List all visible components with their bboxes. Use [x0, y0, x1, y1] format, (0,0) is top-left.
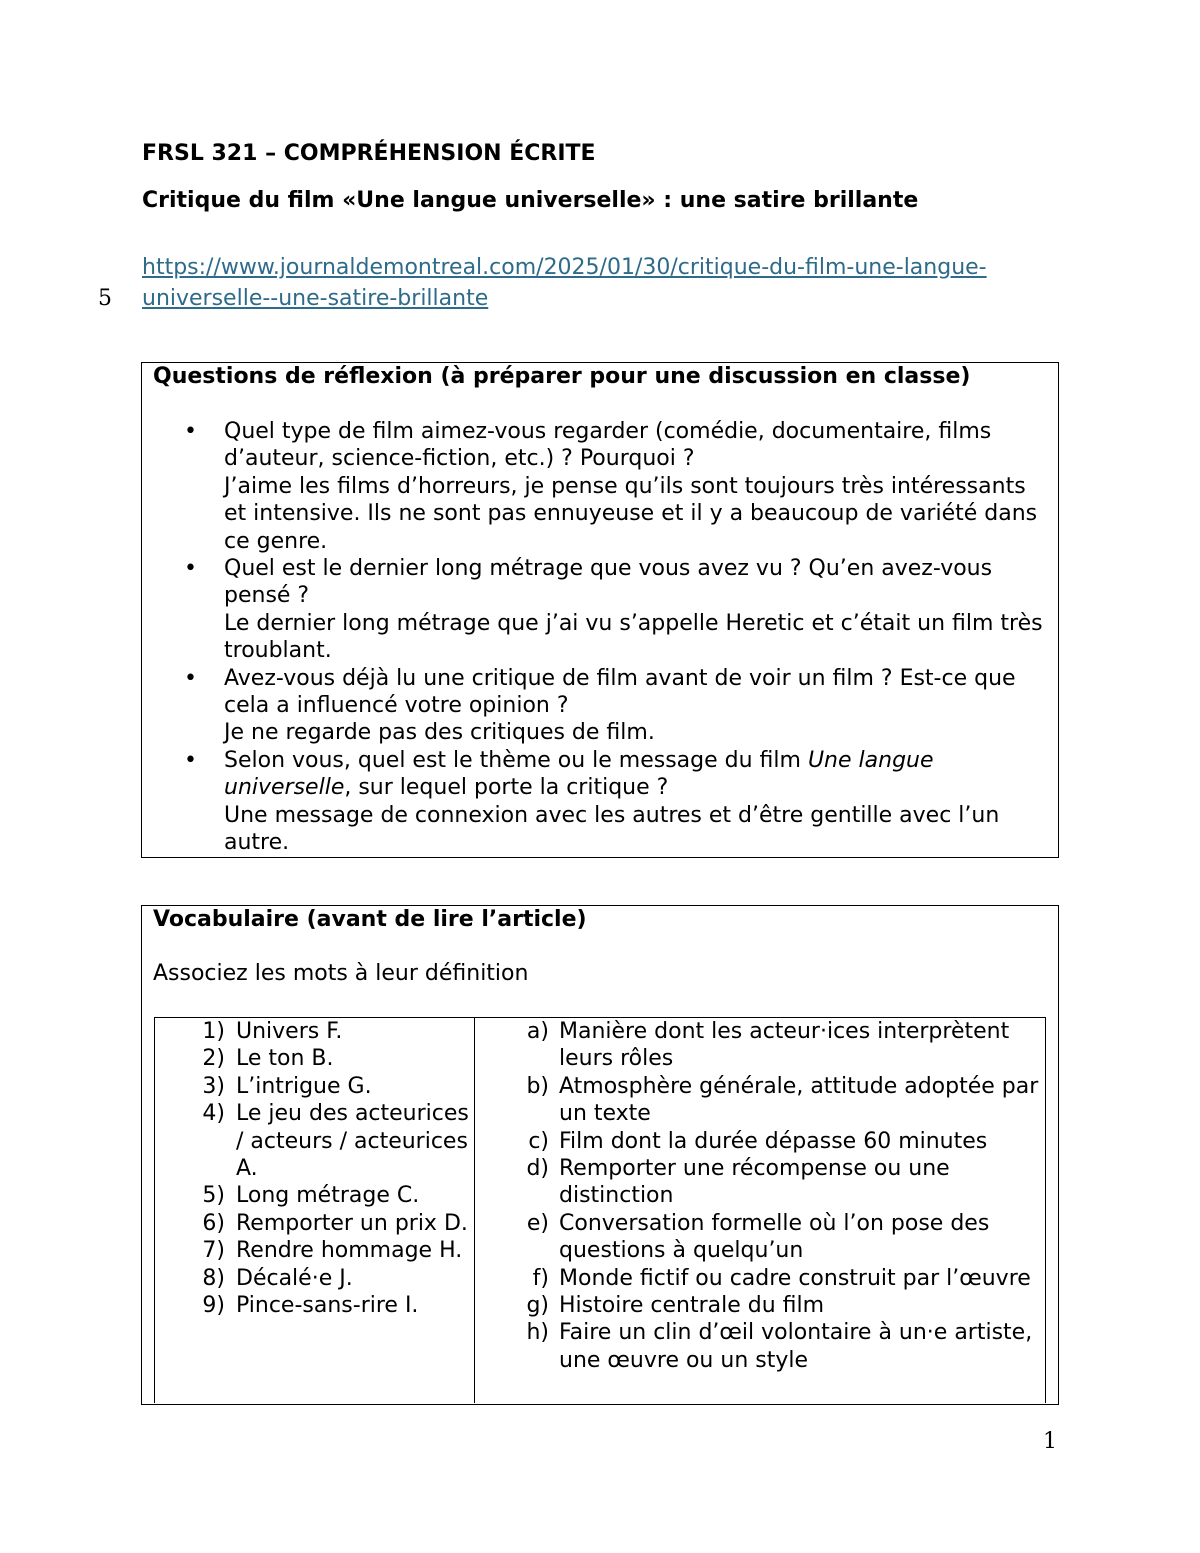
- term-item: [155, 1182, 473, 1209]
- questions-box: [141, 362, 1059, 858]
- term-item: [155, 1265, 473, 1292]
- definition-item: [475, 1210, 1045, 1265]
- article-title: Critique du film «Une langue universelle» : une satire brillante: [142, 188, 919, 213]
- question-text-end: , sur lequel porte la critique ?: [344, 775, 669, 801]
- line-number: 5: [98, 286, 112, 311]
- term-number: 1): [202, 1019, 225, 1044]
- question-text: Quel est le dernier long métrage que vous avez vu ? Qu’en avez-vous pensé ?: [224, 556, 993, 609]
- term-number: 2): [202, 1046, 225, 1072]
- question-text-start: Selon vous, quel est le thème ou le message du film: [224, 747, 808, 773]
- question-item: [142, 665, 1057, 747]
- answer-text: Le dernier long métrage que j’ai vu s’appelle Heretic et c’était un film très troublant.: [224, 610, 1043, 664]
- definition-item: [475, 1265, 1045, 1292]
- definition-letter: c): [528, 1128, 549, 1154]
- question-item: [142, 555, 1057, 665]
- definition-letter: a): [526, 1019, 549, 1044]
- term-text: Décalé·e J.: [236, 1265, 353, 1291]
- film-title: Une langue universelle: [224, 747, 934, 801]
- answer-text: J’aime les films d’horreurs, je pense qu’ils sont toujours très intéressants et intensive. Ils ne sont pas ennuyeuse et il y a beaucoup de variété dans ce genre.: [224, 473, 1038, 554]
- definition-letter: d): [526, 1156, 549, 1182]
- definition-item: [475, 1073, 1045, 1128]
- term-text: Remporter un prix D.: [236, 1210, 468, 1236]
- term-text: L’intrigue G.: [236, 1073, 372, 1099]
- bullet-icon: •: [184, 419, 197, 444]
- definition-letter: f): [532, 1265, 549, 1291]
- definition-item: [475, 1319, 1045, 1374]
- definition-letter: b): [526, 1073, 549, 1099]
- vocabulary-box: [141, 905, 1059, 1405]
- definition-text: Remporter une récompense ou une distinction: [559, 1156, 950, 1209]
- term-number: 4): [202, 1101, 225, 1127]
- term-text: Le ton B.: [236, 1046, 334, 1072]
- definition-text: Faire un clin d’œil volontaire à un·e artiste, une œuvre ou un style: [559, 1320, 1033, 1373]
- definition-letter: h): [526, 1320, 549, 1346]
- definition-letter: g): [526, 1293, 549, 1319]
- term-number: 9): [202, 1293, 225, 1319]
- term-number: 5): [202, 1183, 225, 1209]
- term-item: [155, 1073, 473, 1100]
- term-item: [155, 1237, 473, 1264]
- bullet-icon: •: [184, 747, 197, 773]
- definition-text: Manière dont les acteur·ices interprètent leurs rôles: [559, 1019, 1010, 1072]
- term-number: 7): [202, 1238, 225, 1264]
- term-item: [155, 1100, 473, 1182]
- term-item: [155, 1210, 473, 1237]
- term-text: Univers F.: [236, 1019, 343, 1044]
- definition-item: [475, 1292, 1045, 1319]
- question-text: Avez-vous déjà lu une critique de film avant de voir un film ? Est-ce que cela a influencé votre opinion ?: [224, 665, 1016, 719]
- page-number: 1: [1043, 1429, 1057, 1454]
- definition-item: [475, 1018, 1045, 1073]
- term-item: [155, 1018, 473, 1045]
- course-title: FRSL 321 – COMPRÉHENSION ÉCRITE: [142, 141, 596, 166]
- definition-item: [475, 1155, 1045, 1210]
- question-item: [142, 418, 1057, 555]
- term-text: Rendre hommage H.: [236, 1238, 463, 1264]
- definitions-list: [475, 1018, 1045, 1374]
- questions-heading: Questions de réflexion (à préparer pour une discussion en classe): [153, 364, 971, 389]
- vocabulary-heading: Vocabulaire (avant de lire l’article): [153, 907, 587, 932]
- term-item: [155, 1292, 473, 1319]
- bullet-icon: •: [184, 665, 197, 691]
- definition-text: Histoire centrale du film: [559, 1293, 825, 1319]
- answer-text: Je ne regarde pas des critiques de film.: [224, 720, 655, 746]
- term-text: Pince-sans-rire I.: [236, 1293, 419, 1319]
- term-text: Long métrage C.: [236, 1183, 420, 1209]
- definition-text: Film dont la durée dépasse 60 minutes: [559, 1128, 988, 1154]
- question-text: [224, 748, 934, 800]
- term-item: [155, 1045, 473, 1072]
- definition-text: Conversation formelle où l’on pose des questions à quelqu’un: [559, 1210, 990, 1264]
- definition-text: Monde fictif ou cadre construit par l’œuvre: [559, 1265, 1031, 1291]
- term-number: 6): [202, 1210, 225, 1236]
- term-number: 8): [202, 1265, 225, 1291]
- bullet-icon: •: [184, 556, 197, 582]
- terms-list: [155, 1018, 473, 1319]
- answer-text: Une message de connexion avec les autres et d’être gentille avec l’un autre.: [224, 802, 1000, 856]
- vocabulary-table: [154, 1017, 1046, 1403]
- questions-list: [142, 418, 1057, 857]
- definition-letter: e): [526, 1210, 549, 1236]
- vocabulary-instruction: Associez les mots à leur définition: [153, 961, 529, 986]
- question-item: [142, 747, 1057, 857]
- term-number: 3): [202, 1073, 225, 1099]
- question-text: Quel type de film aimez-vous regarder (comédie, documentaire, films d’auteur, science-fiction, etc.) ? Pourquoi ?: [224, 419, 992, 472]
- term-text: Le jeu des acteurices / acteurs / acteurices A.: [236, 1101, 469, 1182]
- definition-text: Atmosphère générale, attitude adoptée par un texte: [559, 1073, 1039, 1127]
- article-link[interactable]: https://www.journaldemontreal.com/2025/01/30/critique-du-film-une-langue-universelle--une-satire-brillante: [142, 255, 987, 311]
- definition-item: [475, 1128, 1045, 1155]
